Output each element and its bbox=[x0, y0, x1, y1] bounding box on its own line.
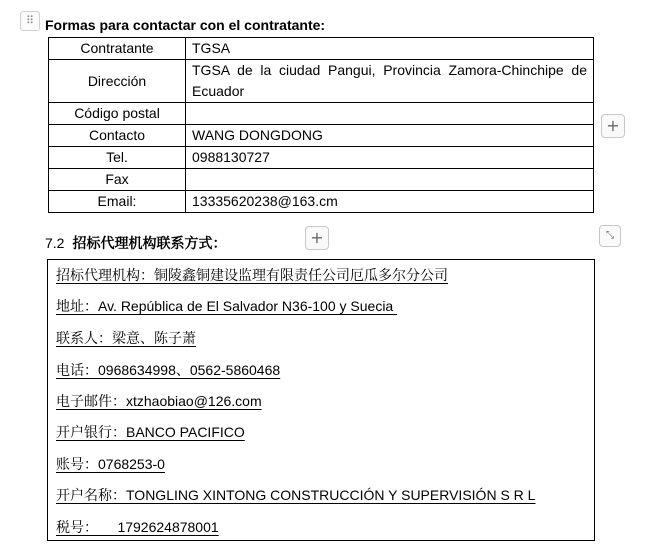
list-item bbox=[56, 422, 245, 442]
list-item bbox=[56, 485, 535, 505]
line-label: 开户名称： bbox=[56, 488, 126, 504]
plus-icon: + bbox=[606, 116, 620, 135]
line-value: TONGLING XINTONG CONSTRUCCIÓN Y SUPERVISIÓN S R L bbox=[126, 487, 536, 503]
row-value bbox=[186, 103, 594, 125]
table-row bbox=[49, 38, 594, 60]
row-label: Contacto bbox=[49, 125, 186, 147]
add-block-button[interactable] bbox=[305, 226, 329, 250]
row-value bbox=[186, 169, 594, 191]
table-row bbox=[49, 125, 594, 147]
line-label: 税号： bbox=[56, 520, 98, 536]
line-label: 开户银行： bbox=[56, 425, 126, 441]
line-label: 电子邮件： bbox=[56, 394, 126, 410]
line-label: 电话： bbox=[56, 363, 98, 379]
line-value: BANCO PACIFICO bbox=[126, 424, 245, 440]
line-label: 账号： bbox=[56, 457, 98, 473]
table-row bbox=[49, 103, 594, 125]
table-row bbox=[49, 60, 594, 103]
line-value: Av. República de El Salvador N36-100 y Suecia bbox=[98, 298, 398, 314]
line-label: 地址： bbox=[56, 299, 98, 315]
list-item bbox=[56, 391, 262, 411]
row-value: TGSA de la ciudad Pangui, Provincia Zamora-Chinchipe de Ecuador bbox=[186, 60, 594, 103]
row-label: Tel. bbox=[49, 147, 186, 169]
line-label: 联系人： bbox=[56, 331, 112, 347]
list-item bbox=[56, 265, 448, 285]
line-label: 招标代理机构： bbox=[56, 268, 154, 284]
line-value: 0968634998、0562-5860468 bbox=[98, 362, 281, 378]
contractor-contact-table bbox=[48, 37, 594, 213]
section-number: 7.2 bbox=[45, 235, 65, 251]
row-value: TGSA bbox=[186, 38, 594, 60]
row-label: Código postal bbox=[49, 103, 186, 125]
section1-heading: Formas para contactar con el contratante: bbox=[45, 17, 326, 33]
row-label: Dirección bbox=[49, 60, 186, 103]
add-row-button[interactable] bbox=[601, 114, 625, 138]
table-row bbox=[49, 191, 594, 213]
section2-heading bbox=[45, 233, 226, 253]
drag-handle-icon[interactable]: ⠿ bbox=[20, 11, 40, 31]
line-value: xtzhaobiao@126.com bbox=[126, 393, 262, 409]
table-row bbox=[49, 169, 594, 191]
section2-title: 招标代理机构联系方式： bbox=[72, 236, 227, 252]
plus-icon: + bbox=[310, 228, 324, 247]
list-item bbox=[56, 454, 165, 474]
line-value: 铜陵鑫铜建设监理有限责任公司厄瓜多尔分公司 bbox=[154, 267, 448, 283]
list-item bbox=[56, 517, 219, 537]
expand-corner-button[interactable] bbox=[599, 225, 621, 247]
table-row bbox=[49, 147, 594, 169]
expand-corner-icon: ⤡ bbox=[606, 230, 614, 241]
list-item bbox=[56, 328, 196, 348]
list-item bbox=[56, 360, 280, 380]
row-label: Contratante bbox=[49, 38, 186, 60]
row-label: Fax bbox=[49, 169, 186, 191]
row-value: 13335620238@163.cm bbox=[186, 191, 594, 213]
row-value: WANG DONGDONG bbox=[186, 125, 594, 147]
line-value: 梁意、陈子萧 bbox=[112, 331, 196, 347]
row-label: Email: bbox=[49, 191, 186, 213]
line-value: 0768253-0 bbox=[98, 456, 165, 472]
agency-contact-box bbox=[47, 259, 595, 541]
row-value: 0988130727 bbox=[186, 147, 594, 169]
line-value: 1792624878001 bbox=[98, 519, 219, 535]
list-item bbox=[56, 296, 397, 316]
